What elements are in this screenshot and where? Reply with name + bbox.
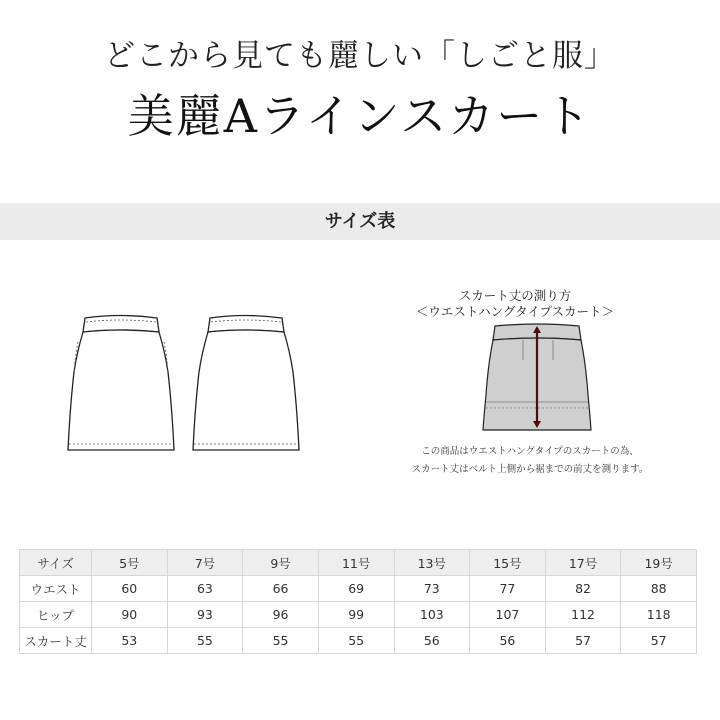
table-cell: 53 <box>92 628 168 654</box>
measure-note <box>380 443 680 479</box>
skirt-front-illustration <box>62 312 182 457</box>
table-row-hip <box>20 602 697 628</box>
size-chart-header <box>0 203 720 240</box>
table-cell: 107 <box>470 602 546 628</box>
table-cell: 55 <box>318 628 394 654</box>
table-header-cell: 19号 <box>621 550 697 576</box>
measure-title-line2: ＜ウエストハングタイプスカート＞ <box>415 304 615 319</box>
table-cell: 60 <box>92 576 168 602</box>
table-cell: 93 <box>167 602 243 628</box>
table-cell: 63 <box>167 576 243 602</box>
table-cell: 77 <box>470 576 546 602</box>
size-chart-label: サイズ表 <box>324 211 396 232</box>
table-row-label: スカート丈 <box>20 628 92 654</box>
table-cell: 103 <box>394 602 470 628</box>
table-header-cell: 7号 <box>167 550 243 576</box>
table-cell: 57 <box>621 628 697 654</box>
table-row-label: ヒップ <box>20 602 92 628</box>
table-cell: 112 <box>545 602 621 628</box>
table-header-cell: 13号 <box>394 550 470 576</box>
table-header-cell: 11号 <box>318 550 394 576</box>
table-header-cell: 15号 <box>470 550 546 576</box>
table-row-skirt-length <box>20 628 697 654</box>
measure-title <box>400 288 630 320</box>
table-cell: 118 <box>621 602 697 628</box>
table-cell: 88 <box>621 576 697 602</box>
skirt-back-illustration <box>187 312 307 457</box>
table-cell: 66 <box>243 576 319 602</box>
table-row-waist <box>20 576 697 602</box>
table-cell: 57 <box>545 628 621 654</box>
size-table-header-row <box>20 550 697 576</box>
table-cell: 56 <box>394 628 470 654</box>
page-title: 美麗Aラインスカート <box>127 89 593 143</box>
table-cell: 96 <box>243 602 319 628</box>
table-header-cell: 17号 <box>545 550 621 576</box>
measure-note-line1: この商品はウエストハングタイプのスカートの為、 <box>421 446 639 457</box>
skirt-length-diagram <box>478 320 598 436</box>
table-header-cell: 5号 <box>92 550 168 576</box>
table-cell: 69 <box>318 576 394 602</box>
table-cell: 55 <box>167 628 243 654</box>
table-cell: 55 <box>243 628 319 654</box>
table-cell: 73 <box>394 576 470 602</box>
table-cell: 56 <box>470 628 546 654</box>
measure-note-line2: スカート丈はベルト上側から裾までの前丈を測ります。 <box>411 464 649 475</box>
table-cell: 99 <box>318 602 394 628</box>
table-header-cell: 9号 <box>243 550 319 576</box>
size-table <box>19 549 697 654</box>
measure-title-line1: スカート丈の測り方 <box>458 288 572 303</box>
table-row-label: ウエスト <box>20 576 92 602</box>
page-subtitle: どこから見ても麗しい「しごと服」 <box>104 38 616 74</box>
table-cell: 82 <box>545 576 621 602</box>
table-header-cell: サイズ <box>20 550 92 576</box>
table-cell: 90 <box>92 602 168 628</box>
